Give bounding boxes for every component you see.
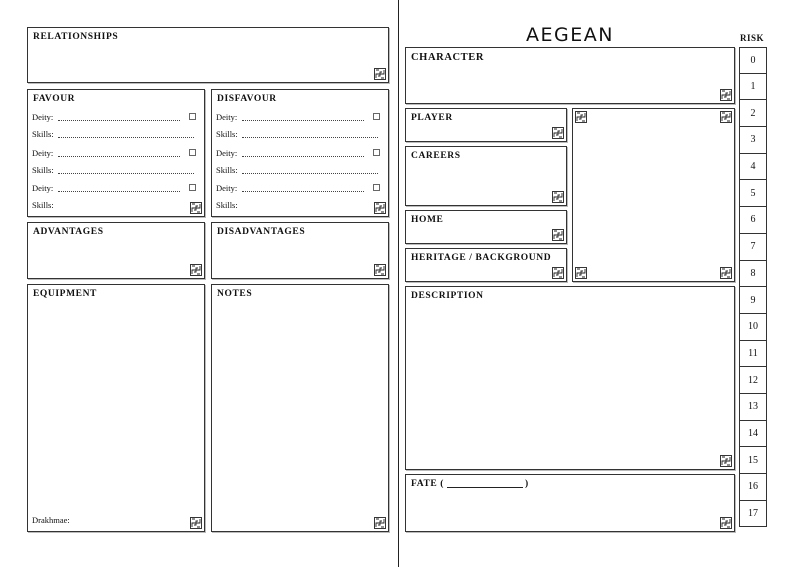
- deity-label: Deity:: [32, 148, 54, 158]
- risk-cell-5[interactable]: 5: [739, 180, 767, 207]
- description-label: DESCRIPTION: [411, 291, 484, 301]
- meander-corner-icon: [575, 111, 587, 123]
- home-label: HOME: [411, 215, 444, 225]
- page-divider: [398, 0, 399, 567]
- meander-corner-icon: [190, 517, 202, 529]
- notes-label: NOTES: [217, 289, 253, 299]
- disfavour-deity-row-1[interactable]: [216, 111, 384, 123]
- deity-label: Deity:: [216, 183, 238, 193]
- drakhmae-label: Drakhmae:: [32, 515, 70, 525]
- deity-label: Deity:: [32, 112, 54, 122]
- risk-cell-0[interactable]: 0: [739, 47, 767, 74]
- meander-corner-icon: [190, 264, 202, 276]
- disfavour-deity-row-3[interactable]: [216, 182, 384, 194]
- disfavour-skills-row-2[interactable]: [216, 164, 384, 176]
- character-label: CHARACTER: [411, 52, 485, 63]
- disfavour-checkbox-2[interactable]: [373, 149, 380, 156]
- risk-cell-11[interactable]: 11: [739, 341, 767, 368]
- risk-cell-6[interactable]: 6: [739, 207, 767, 234]
- risk-cell-1[interactable]: 1: [739, 74, 767, 101]
- risk-cell-4[interactable]: 4: [739, 154, 767, 181]
- fate-label: FATE (: [411, 479, 445, 489]
- fate-close-paren: ): [525, 479, 529, 489]
- meander-corner-icon: [374, 264, 386, 276]
- risk-cell-10[interactable]: 10: [739, 314, 767, 341]
- risk-cell-15[interactable]: 15: [739, 447, 767, 474]
- risk-track: [739, 47, 767, 527]
- disadvantages-label: DISADVANTAGES: [217, 227, 306, 237]
- fate-input-line[interactable]: [447, 487, 523, 488]
- favour-skills-row-2[interactable]: [32, 164, 200, 176]
- disadvantages-box[interactable]: [211, 222, 389, 279]
- favour-checkbox-3[interactable]: [189, 184, 196, 191]
- meander-corner-icon: [190, 202, 202, 214]
- skills-label: Skills:: [216, 200, 238, 210]
- risk-cell-9[interactable]: 9: [739, 287, 767, 314]
- meander-corner-icon: [720, 267, 732, 279]
- notes-box[interactable]: [211, 284, 389, 532]
- risk-cell-16[interactable]: 16: [739, 474, 767, 501]
- meander-corner-icon: [552, 229, 564, 241]
- description-box[interactable]: [405, 286, 735, 470]
- meander-corner-icon: [552, 127, 564, 139]
- risk-cell-3[interactable]: 3: [739, 127, 767, 154]
- favour-label: FAVOUR: [33, 94, 76, 104]
- meander-corner-icon: [575, 267, 587, 279]
- skills-label: Skills:: [216, 165, 238, 175]
- meander-corner-icon: [552, 191, 564, 203]
- favour-deity-row-3[interactable]: [32, 182, 200, 194]
- favour-skills-row-1[interactable]: [32, 128, 200, 140]
- character-box[interactable]: [405, 47, 735, 104]
- fate-box[interactable]: [405, 474, 735, 532]
- risk-cell-8[interactable]: 8: [739, 261, 767, 288]
- risk-cell-7[interactable]: 7: [739, 234, 767, 261]
- deity-label: Deity:: [32, 183, 54, 193]
- page-title: AEGEAN: [526, 24, 614, 46]
- player-box[interactable]: [405, 108, 567, 142]
- favour-skills-row-3[interactable]: [32, 199, 200, 211]
- heritage-box[interactable]: [405, 248, 567, 282]
- deity-label: Deity:: [216, 148, 238, 158]
- favour-box: [27, 89, 205, 217]
- skills-label: Skills:: [32, 165, 54, 175]
- favour-checkbox-2[interactable]: [189, 149, 196, 156]
- favour-deity-row-2[interactable]: [32, 147, 200, 159]
- disfavour-checkbox-3[interactable]: [373, 184, 380, 191]
- relationships-label: RELATIONSHIPS: [33, 32, 119, 42]
- portrait-box[interactable]: [572, 108, 735, 282]
- favour-deity-row-1[interactable]: [32, 111, 200, 123]
- careers-box[interactable]: [405, 146, 567, 206]
- risk-label: RISK: [739, 33, 764, 43]
- risk-cell-2[interactable]: 2: [739, 100, 767, 127]
- disfavour-deity-row-2[interactable]: [216, 147, 384, 159]
- meander-corner-icon: [720, 455, 732, 467]
- disfavour-skills-row-1[interactable]: [216, 128, 384, 140]
- skills-label: Skills:: [216, 129, 238, 139]
- disfavour-box: [211, 89, 389, 217]
- deity-label: Deity:: [216, 112, 238, 122]
- skills-label: Skills:: [32, 200, 54, 210]
- home-box[interactable]: [405, 210, 567, 244]
- careers-label: CAREERS: [411, 151, 461, 161]
- meander-corner-icon: [720, 517, 732, 529]
- meander-corner-icon: [374, 517, 386, 529]
- skills-label: Skills:: [32, 129, 54, 139]
- equipment-box[interactable]: [27, 284, 205, 532]
- disfavour-checkbox-1[interactable]: [373, 113, 380, 120]
- disfavour-label: DISFAVOUR: [217, 94, 277, 104]
- advantages-box[interactable]: [27, 222, 205, 279]
- risk-cell-12[interactable]: 12: [739, 367, 767, 394]
- favour-checkbox-1[interactable]: [189, 113, 196, 120]
- disfavour-skills-row-3[interactable]: [216, 199, 384, 211]
- meander-corner-icon: [374, 68, 386, 80]
- heritage-label: HERITAGE / BACKGROUND: [411, 253, 552, 263]
- equipment-label: EQUIPMENT: [33, 289, 97, 299]
- risk-cell-14[interactable]: 14: [739, 421, 767, 448]
- advantages-label: ADVANTAGES: [33, 227, 104, 237]
- meander-corner-icon: [720, 111, 732, 123]
- meander-corner-icon: [720, 89, 732, 101]
- risk-cell-17[interactable]: 17: [739, 501, 767, 528]
- player-label: PLAYER: [411, 113, 453, 123]
- meander-corner-icon: [374, 202, 386, 214]
- risk-cell-13[interactable]: 13: [739, 394, 767, 421]
- meander-corner-icon: [552, 267, 564, 279]
- relationships-box: [27, 27, 389, 83]
